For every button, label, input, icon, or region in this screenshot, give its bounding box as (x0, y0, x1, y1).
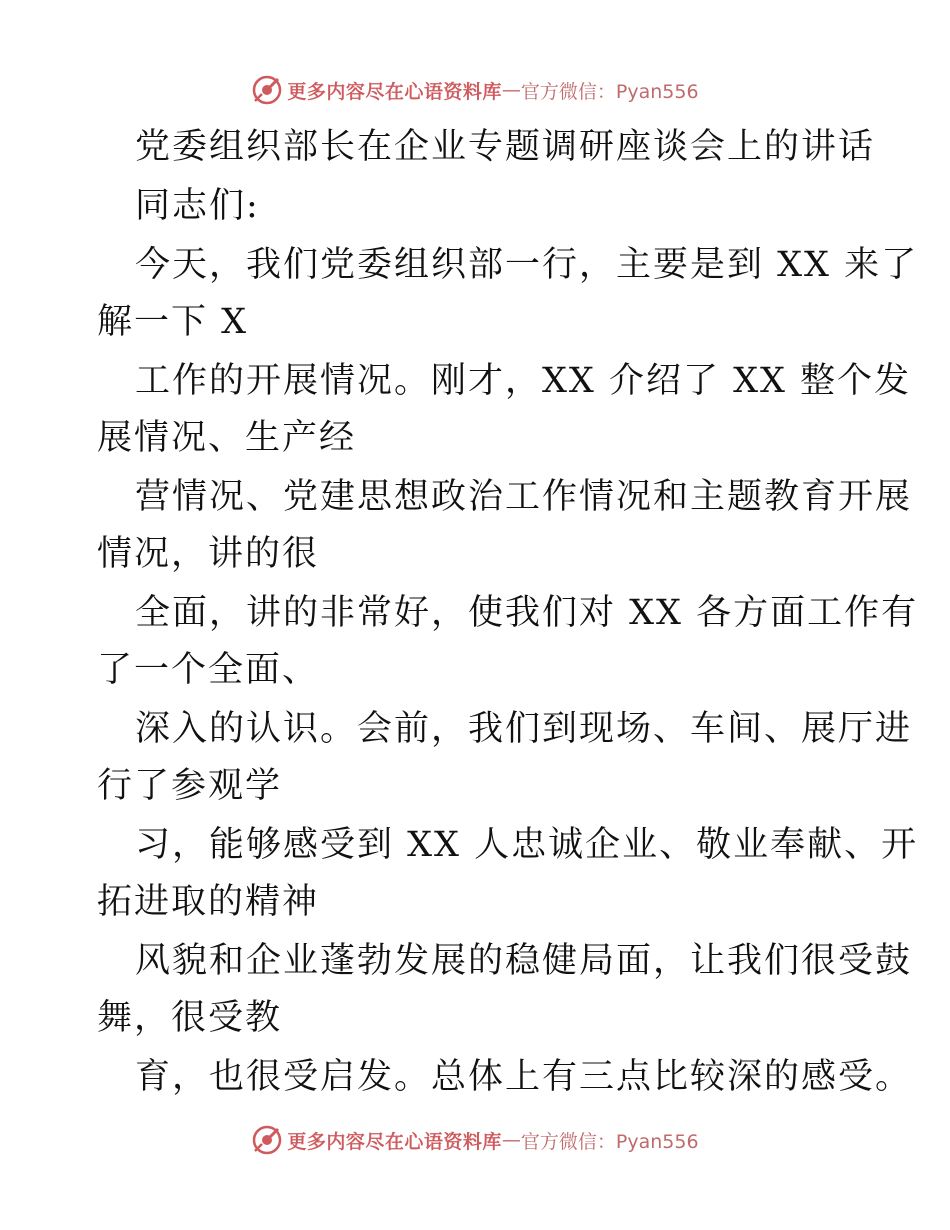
text-line: 舞，很受教 (97, 998, 283, 1038)
salutation: 同志们: (135, 186, 260, 226)
text-line: 深入的认识。会前，我们到现场、车间、展厅进 (135, 709, 913, 749)
text-line: 育，也很受启发。总体上有三点比较深的感受。 (135, 1057, 913, 1097)
text-line: 情况，讲的很 (97, 534, 320, 574)
banner-separator: — (501, 79, 521, 101)
text-line: 习，能够感受到 XX 人忠诚企业、敬业奉献、开 (135, 825, 919, 865)
banner-title: 更多内容尽在心语资料库 (287, 1130, 502, 1153)
banner-wechat: 官方微信：Pyan556 (520, 1130, 699, 1153)
header-banner (0, 70, 950, 110)
pen-logo-icon (251, 74, 283, 106)
document-title: 党委组织部长在企业专题调研座谈会上的讲话 (135, 127, 876, 167)
text-line: 拓进取的精神 (97, 882, 320, 922)
footer-banner (0, 1120, 950, 1160)
pen-logo-icon (251, 1124, 283, 1156)
text-line: 了一个全面、 (97, 650, 320, 690)
banner-separator: — (501, 1129, 521, 1151)
text-line: 工作的开展情况。刚才，XX 介绍了 XX 整个发 (135, 361, 912, 401)
text-line: 风貌和企业蓬勃发展的稳健局面，让我们很受鼓 (135, 941, 913, 981)
text-line: 营情况、党建思想政治工作情况和主题教育开展 (135, 477, 913, 517)
text-line: 行了参观学 (97, 766, 283, 806)
banner-title: 更多内容尽在心语资料库 (287, 80, 502, 103)
text-line: 展情况、生产经 (97, 418, 357, 458)
banner-wechat: 官方微信：Pyan556 (520, 80, 699, 103)
text-line: 今天，我们党委组织部一行，主要是到 XX 来了 (135, 245, 919, 285)
text-line: 全面，讲的非常好，使我们对 XX 各方面工作有 (135, 593, 919, 633)
text-line: 解一下 X (97, 302, 249, 342)
